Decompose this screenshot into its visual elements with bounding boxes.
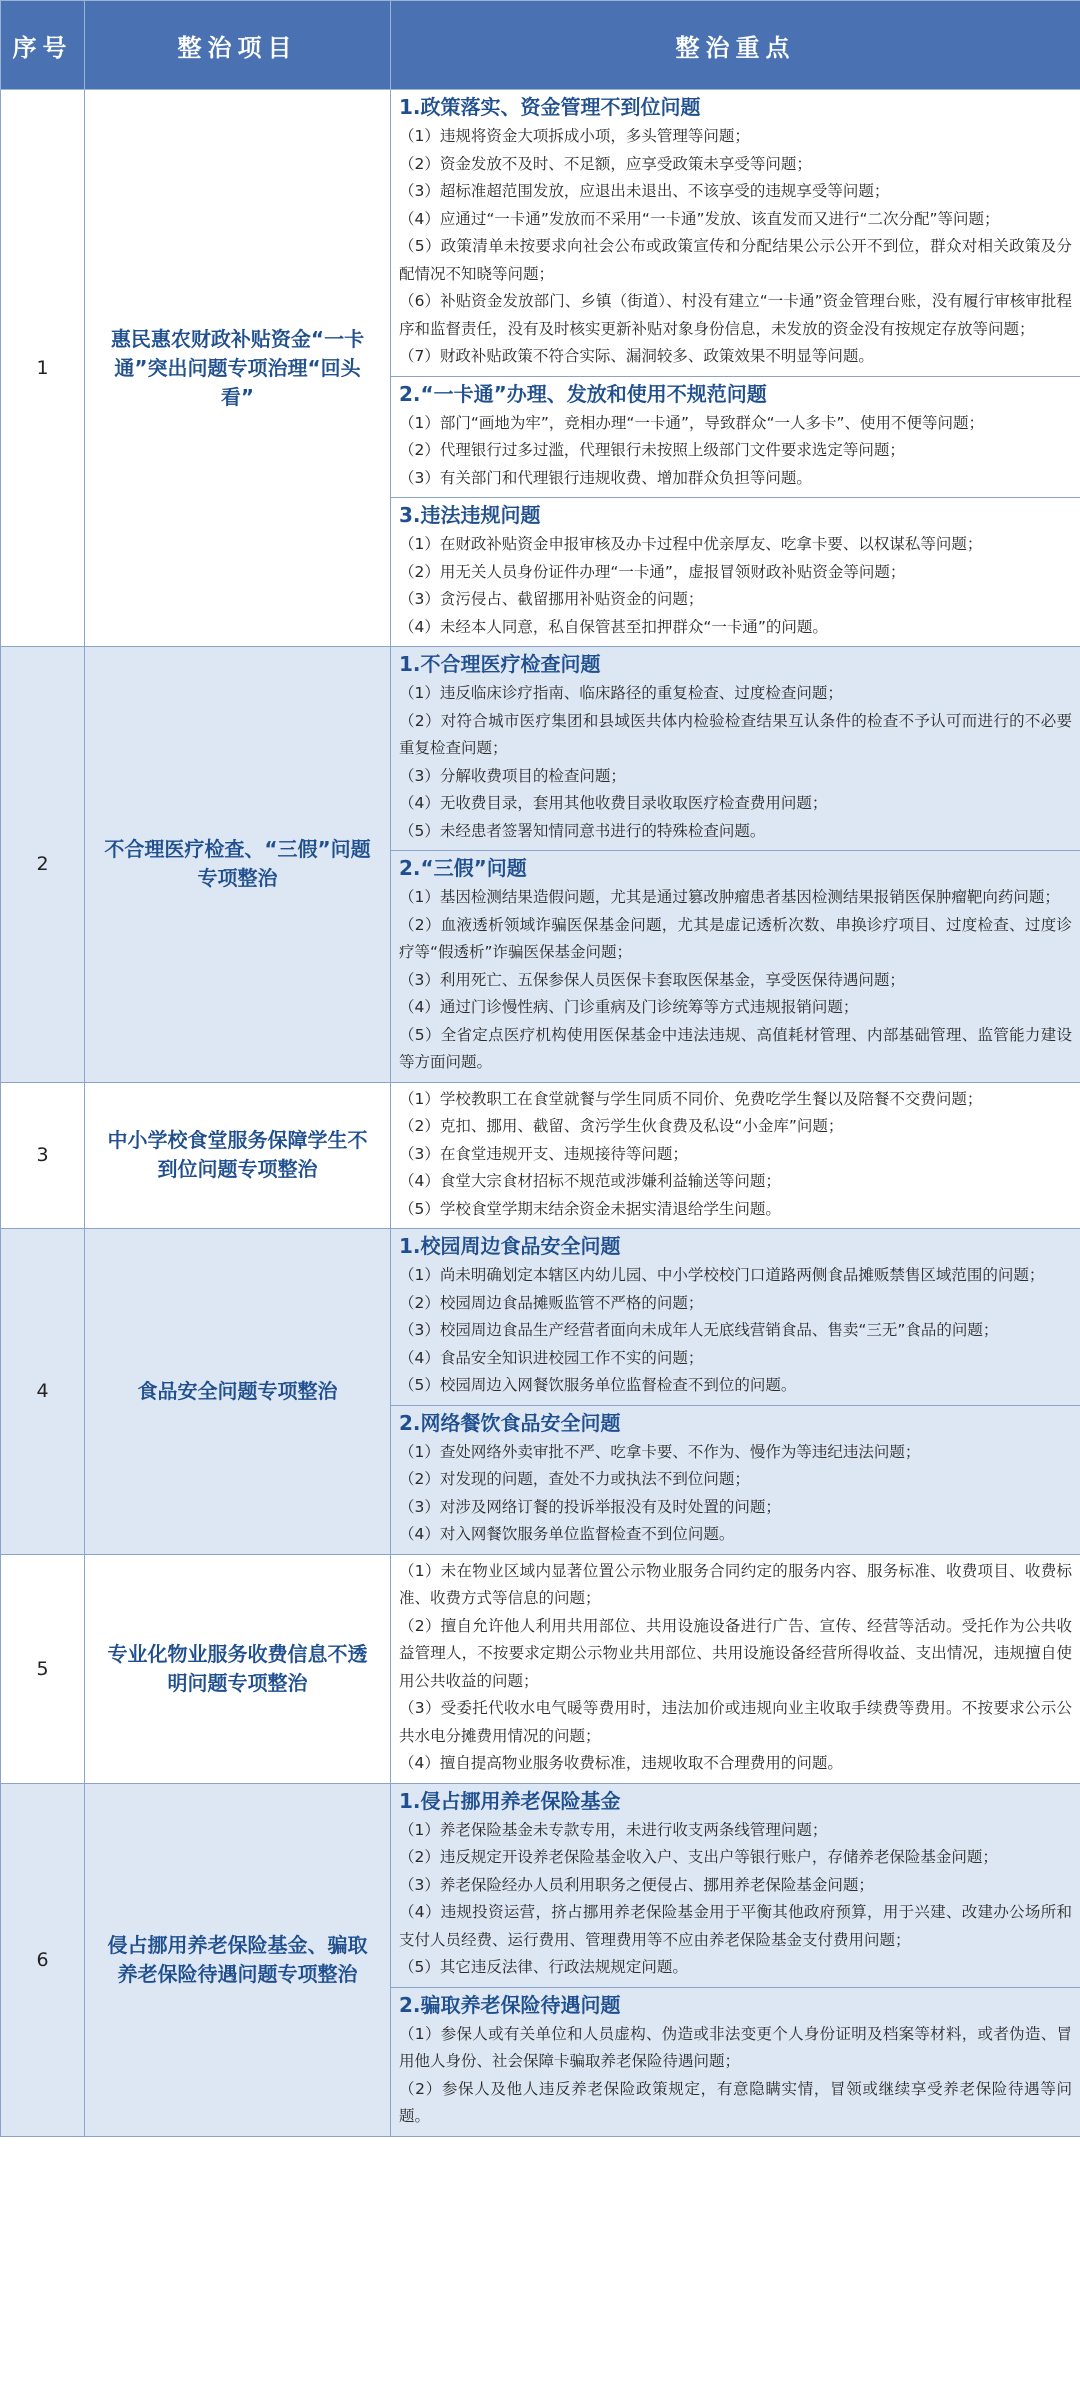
header-focus: 整治重点 — [391, 1, 1080, 90]
focus-item: （1）参保人或有关单位和人员虚构、伪造或非法变更个人身份证明及档案等材料，或者伪造、冒用他人身份、社会保障卡骗取养老保险待遇问题； — [399, 2024, 1072, 2070]
focus-item: （1）查处网络外卖审批不严、吃拿卡要、不作为、慢作为等违纪违法问题； — [399, 1442, 921, 1461]
row-number: 5 — [1, 1554, 85, 1783]
table-header-row — [1, 1, 1080, 90]
focus-item: （6）补贴资金发放部门、乡镇（街道）、村没有建立“一卡通”资金管理台账，没有履行审核审批程序和监督责任，没有及时核实更新补贴对象身份信息，未发放的资金没有按规定存放等问题； — [399, 292, 1072, 338]
row-number: 6 — [1, 1783, 85, 2136]
row-number: 3 — [1, 1082, 85, 1229]
focus-item: （3）超标准超范围发放，应退出未退出、不该享受的违规享受等问题； — [399, 182, 890, 200]
focus-item: （3）利用死亡、五保参保人员医保卡套取医保基金，享受医保待遇问题； — [399, 970, 905, 989]
remediation-item-name: 中小学校食堂服务保障学生不到位问题专项整治 — [85, 1082, 391, 1229]
row-number: 4 — [1, 1229, 85, 1555]
focus-item: （1）尚未明确划定本辖区内幼儿园、中小学校校门口道路两侧食品摊贩禁售区域范围的问题； — [399, 1266, 1045, 1284]
focus-item: （1）养老保险基金未专款专用，未进行收支两条线管理问题； — [399, 1820, 828, 1839]
focus-item: （3）贪污侵占、截留挪用补贴资金的问题； — [399, 590, 704, 608]
focus-item: （3）养老保险经办人员利用职务之便侵占、挪用养老保险基金问题； — [399, 1875, 874, 1894]
focus-item: （1）未在物业区域内显著位置公示物业服务合同约定的服务内容、服务标准、收费项目、收费标准、收费方式等信息的问题； — [399, 1561, 1072, 1607]
focus-item: （4）无收费目录，套用其他收费目录收取医疗检查费用问题； — [399, 794, 828, 812]
focus-section — [391, 647, 1080, 850]
focus-item: （7）财政补贴政策不符合实际、漏洞较多、政策效果不明显等问题。 — [399, 347, 874, 365]
table-row — [1, 90, 1080, 647]
remediation-item-name: 专业化物业服务收费信息不透明问题专项整治 — [85, 1554, 391, 1783]
focus-section — [391, 90, 1080, 376]
remediation-focus-cell — [391, 1783, 1080, 2136]
focus-item: （5）全省定点医疗机构使用医保基金中违法违规、高值耗材管理、内部基础管理、监管能力建设等方面问题。 — [399, 1025, 1072, 1071]
focus-section — [391, 1784, 1080, 1987]
section-title: 3.违法违规问题 — [399, 503, 541, 527]
table-body — [1, 90, 1080, 2137]
focus-item: （2）对发现的问题，查处不力或执法不到位问题； — [399, 1470, 750, 1488]
focus-item: （1）基因检测结果造假问题，尤其是通过篡改肿瘤患者基因检测结果报销医保肿瘤靶向药问题； — [399, 888, 1060, 906]
focus-item: （4）违规投资运营，挤占挪用养老保险基金用于平衡其他政府预算，用于兴建、改建办公场所和支付人员经费、运行费用、管理费用等不应由养老保险基金支付费用问题； — [399, 1903, 1072, 1949]
header-no: 序号 — [1, 1, 85, 90]
focus-item: （5）政策清单未按要求向社会公布或政策宣传和分配结果公示公开不到位，群众对相关政策及分配情况不知晓等问题； — [399, 237, 1072, 283]
focus-item: （2）校园周边食品摊贩监管不严格的问题； — [399, 1293, 704, 1312]
focus-item: （4）食堂大宗食材招标不规范或涉嫌利益输送等问题； — [399, 1172, 781, 1190]
section-title: 2.“三假”问题 — [399, 856, 527, 880]
focus-section — [391, 850, 1080, 1082]
focus-item: （3）对涉及网络订餐的投诉举报没有及时处置的问题； — [399, 1497, 781, 1516]
row-number: 1 — [1, 90, 85, 647]
focus-item: （1）违规将资金大项拆成小项，多头管理等问题； — [399, 127, 750, 145]
focus-section — [391, 1987, 1080, 2136]
remediation-focus-cell — [391, 1229, 1080, 1555]
focus-section — [391, 497, 1080, 646]
focus-item: （1）违反临床诊疗指南、临床路径的重复检查、过度检查问题； — [399, 684, 843, 702]
focus-item: （4）通过门诊慢性病、门诊重病及门诊统筹等方式违规报销问题； — [399, 998, 859, 1016]
focus-section — [391, 1083, 1080, 1229]
table-row — [1, 1229, 1080, 1555]
focus-item: （2）代理银行过多过滥，代理银行未按照上级部门文件要求选定等问题； — [399, 441, 905, 459]
section-title: 1.不合理医疗检查问题 — [399, 652, 601, 676]
section-title: 2.网络餐饮食品安全问题 — [399, 1410, 621, 1435]
section-title: 2.“一卡通”办理、发放和使用不规范问题 — [399, 381, 767, 406]
focus-item: （5）校园周边入网餐饮服务单位监督检查不到位的问题。 — [399, 1376, 797, 1394]
focus-item: （4）未经本人同意，私自保管甚至扣押群众“一卡通”的问题。 — [399, 617, 828, 636]
focus-item: （4）应通过“一卡通”发放而不采用“一卡通”发放、该直发而又进行“二次分配”等问题； — [399, 209, 1000, 228]
focus-section — [391, 1229, 1080, 1405]
row-number: 2 — [1, 647, 85, 1083]
remediation-focus-cell — [391, 1082, 1080, 1229]
focus-item: （2）违反规定开设养老保险基金收入户、支出户等银行账户，存储养老保险基金问题； — [399, 1848, 998, 1866]
focus-item: （4）对入网餐饮服务单位监督检查不到位问题。 — [399, 1525, 735, 1543]
section-title: 1.侵占挪用养老保险基金 — [399, 1788, 621, 1813]
remediation-focus-cell — [391, 1554, 1080, 1783]
header-item: 整治项目 — [85, 1, 391, 90]
focus-item: （1）部门“画地为牢”，竞相办理“一卡通”，导致群众“一人多卡”、使用不便等问题； — [399, 413, 985, 432]
focus-item: （4）擅自提高物业服务收费标准，违规收取不合理费用的问题。 — [399, 1754, 843, 1772]
remediation-focus-cell — [391, 90, 1080, 647]
focus-item: （2）资金发放不及时、不足额，应享受政策未享受等问题； — [399, 154, 812, 173]
focus-item: （2）擅自允许他人利用共用部位、共用设施设备进行广告、宣传、经营等活动。受托作为公共收益管理人，不按要求定期公示物业共用部位、共用设施设备经营所得收益、支出情况，违规擅自使用公共收益的问题； — [399, 1616, 1072, 1690]
section-title: 1.校园周边食品安全问题 — [399, 1234, 621, 1258]
remediation-item-name: 食品安全问题专项整治 — [85, 1229, 391, 1555]
focus-section — [391, 1555, 1080, 1783]
focus-item: （5）未经患者签署知情同意书进行的特殊检查问题。 — [399, 821, 766, 840]
focus-item: （3）有关部门和代理银行违规收费、增加群众负担等问题。 — [399, 468, 812, 487]
focus-item: （3）校园周边食品生产经营者面向未成年人无底线营销食品、售卖“三无”食品的问题； — [399, 1321, 999, 1339]
focus-item: （3）分解收费项目的检查问题； — [399, 766, 626, 785]
section-title: 1.政策落实、资金管理不到位问题 — [399, 95, 701, 119]
focus-item: （2）对符合城市医疗集团和县域医共体内检验检查结果互认条件的检查不予认可而进行的不必要重复检查问题； — [399, 711, 1072, 757]
focus-item: （4）食品安全知识进校园工作不实的问题； — [399, 1348, 704, 1367]
table-row — [1, 647, 1080, 1083]
focus-item: （5）学校食堂学期末结余资金未据实清退给学生问题。 — [399, 1199, 781, 1218]
focus-item: （1）学校教职工在食堂就餐与学生同质不同价、免费吃学生餐以及陪餐不交费问题； — [399, 1089, 983, 1108]
remediation-item-name: 侵占挪用养老保险基金、骗取养老保险待遇问题专项整治 — [85, 1783, 391, 2136]
focus-item: （2）用无关人员身份证件办理“一卡通”，虚报冒领财政补贴资金等问题； — [399, 562, 906, 581]
table-row — [1, 1082, 1080, 1229]
focus-item: （5）其它违反法律、行政法规规定问题。 — [399, 1958, 688, 1976]
focus-section — [391, 1405, 1080, 1554]
remediation-item-name: 惠民惠农财政补贴资金“一卡通”突出问题专项治理“回头看” — [85, 90, 391, 647]
table-row — [1, 1554, 1080, 1783]
focus-section — [391, 376, 1080, 498]
section-title: 2.骗取养老保险待遇问题 — [399, 1992, 621, 2017]
remediation-focus-cell — [391, 647, 1080, 1083]
focus-item: （3）在食堂违规开支、违规接待等问题； — [399, 1144, 688, 1163]
focus-item: （2）克扣、挪用、截留、贪污学生伙食费及私设“小金库”问题； — [399, 1117, 844, 1135]
table-row — [1, 1783, 1080, 2136]
focus-item: （3）受委托代收水电气暖等费用时，违法加价或违规向业主收取手续费等费用。不按要求公示公共水电分摊费用情况的问题； — [399, 1699, 1072, 1745]
remediation-item-name: 不合理医疗检查、“三假”问题专项整治 — [85, 647, 391, 1083]
focus-item: （2）参保人及他人违反养老保险政策规定，有意隐瞒实情，冒领或继续享受养老保险待遇等问题。 — [399, 2079, 1072, 2125]
focus-item: （1）在财政补贴资金申报审核及办卡过程中优亲厚友、吃拿卡要、以权谋私等问题； — [399, 535, 983, 553]
focus-item: （2）血液透析领域诈骗医保基金问题，尤其是虚记透析次数、串换诊疗项目、过度检查、过度诊疗等“假透析”诈骗医保基金问题； — [399, 915, 1072, 961]
